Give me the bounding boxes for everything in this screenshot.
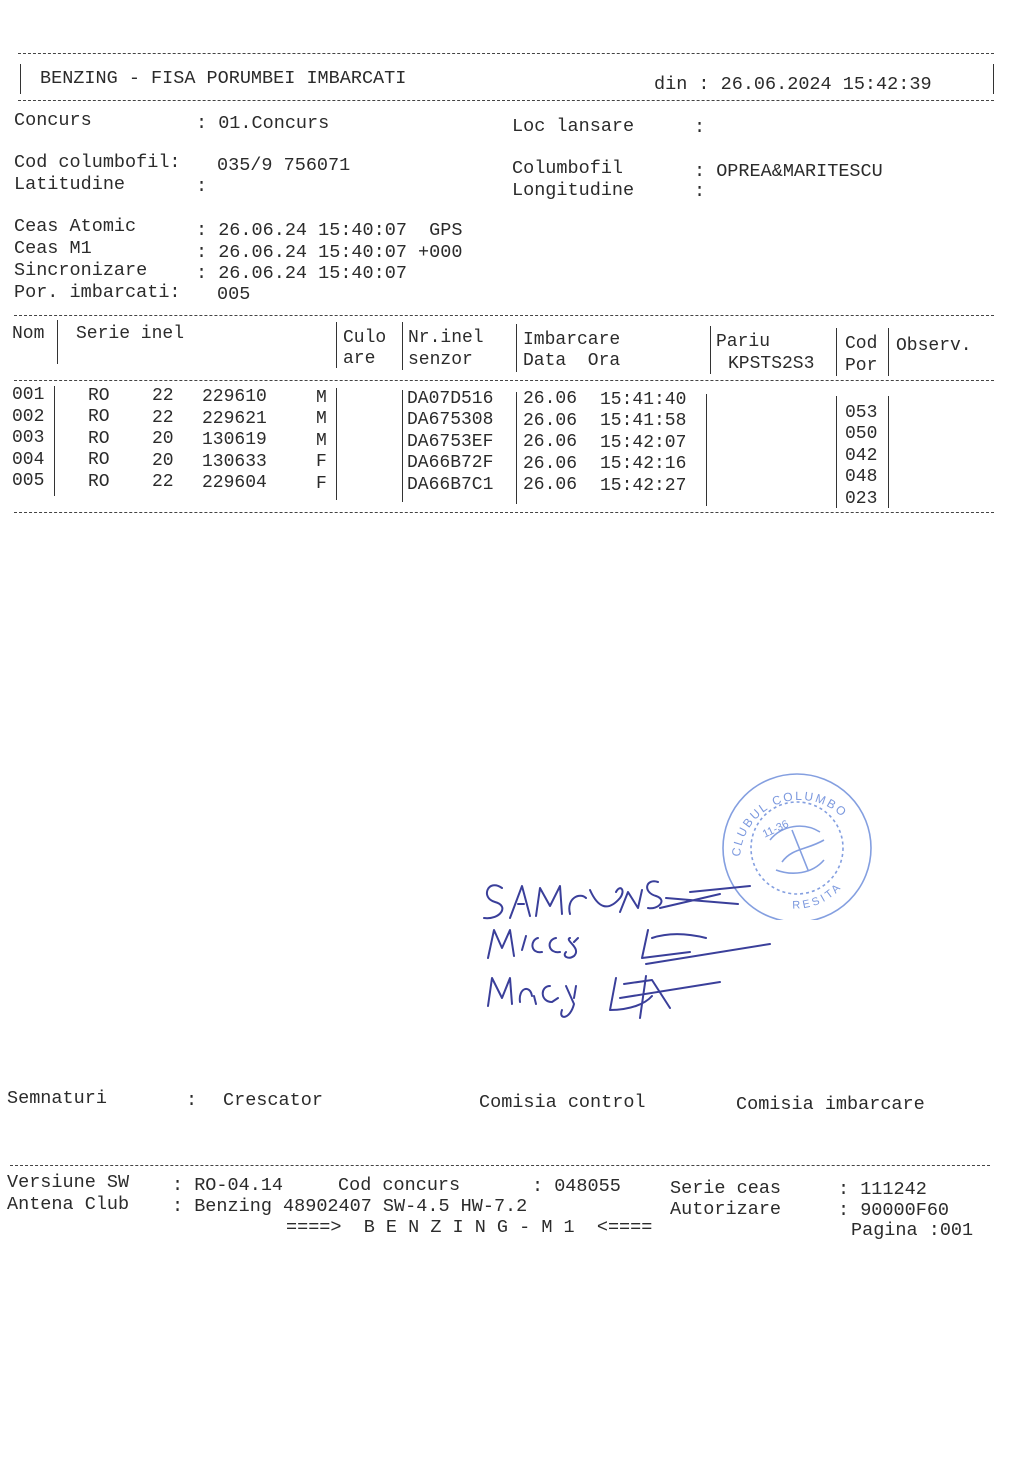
cell-cod-por: 048 [845, 467, 878, 488]
col-sep-1 [57, 320, 58, 364]
serie-ceas-label: Serie ceas [670, 1178, 782, 1199]
cell-nr-inel: 229604 [202, 473, 267, 494]
header-kpsts: KPSTS2S3 [728, 354, 815, 374]
col-sep-1-body [54, 386, 55, 496]
cell-nr-inel: 130633 [202, 451, 267, 472]
header-are: are [343, 349, 376, 369]
semnaturi-label: Semnaturi [7, 1088, 107, 1109]
longitudine-label: Longitudine [512, 180, 635, 201]
cell-senzor: DA07D516 [407, 388, 494, 409]
cell-senzor: DA66B72F [407, 453, 494, 473]
signature-micos [488, 930, 578, 958]
cod-concurs-value: : 048055 [532, 1176, 621, 1197]
cell-nr-inel: 229610 [202, 387, 267, 408]
table-top-rule [14, 315, 994, 316]
cell-cod-por: 050 [845, 424, 878, 445]
ceas-m1-label: Ceas M1 [14, 238, 92, 259]
semnaturi-colon: : [186, 1090, 198, 1111]
autorizare-value: : 90000F60 [838, 1200, 950, 1221]
handwritten-signatures [470, 868, 790, 1038]
cell-tara: RO [88, 385, 110, 406]
col-sep-7 [888, 328, 889, 376]
cell-ora: 15:41:40 [600, 389, 687, 410]
col-sep-3 [402, 322, 403, 370]
header-pariu: Pariu [716, 332, 771, 352]
concurs-label: Concurs [14, 110, 92, 131]
col-sep-2 [336, 322, 337, 368]
cell-nom: 001 [12, 385, 45, 405]
table-bottom-rule [14, 512, 994, 513]
sincronizare-value: : 26.06.24 15:40:07 [196, 263, 407, 284]
versiune-sw-value: : RO-04.14 [172, 1175, 284, 1196]
col-sep-6 [836, 328, 837, 376]
cell-sex: M [316, 409, 327, 430]
cell-senzor: DA66B7C1 [407, 474, 494, 495]
sincronizare-label: Sincronizare [14, 260, 148, 281]
header-por: Por [845, 356, 878, 376]
crescator-label: Crescator [223, 1090, 323, 1111]
cell-senzor: DA675308 [407, 410, 494, 430]
header-top-rule [18, 53, 994, 54]
versiune-sw-label: Versiune SW [7, 1172, 130, 1193]
longitudine-value: : [694, 181, 706, 202]
cell-data: 26.06 [523, 453, 578, 474]
cell-nom: 004 [12, 449, 45, 470]
comisia-imbarcare-label: Comisia imbarcare [736, 1094, 925, 1115]
por-imbarcati-label: Por. imbarcati: [14, 282, 181, 303]
header-left-bar [20, 64, 21, 94]
cell-cod-por: 053 [845, 402, 878, 423]
cell-nr-inel: 229621 [202, 408, 267, 429]
cell-tara: RO [88, 450, 110, 471]
header-right-bar [993, 64, 994, 94]
page-number: Pagina :001 [851, 1220, 974, 1241]
cell-tara: RO [88, 407, 110, 428]
por-imbarcati-value: 005 [217, 284, 251, 305]
cell-nr-inel: 130619 [202, 430, 267, 451]
cell-tara: RO [88, 428, 110, 449]
ceas-atomic-value: : 26.06.24 15:40:07 GPS [196, 220, 463, 241]
cell-ora: 15:42:27 [600, 475, 687, 496]
cell-sex: F [316, 452, 327, 473]
header-culo: Culo [343, 328, 387, 348]
svg-text:CLUBUL COLUMBO [729, 789, 850, 857]
cell-an: 22 [152, 407, 174, 428]
ceas-atomic-label: Ceas Atomic [14, 216, 137, 237]
col-sep-4 [516, 324, 517, 372]
header-senzor: senzor [408, 350, 473, 370]
serie-ceas-value: : 111242 [838, 1179, 927, 1200]
cell-nom: 005 [12, 471, 45, 491]
footer-rule [10, 1165, 990, 1166]
cell-an: 22 [152, 386, 174, 407]
concurs-value: : 01.Concurs [196, 113, 330, 134]
header-data-ora: Data Ora [523, 351, 621, 371]
antena-club-value: : Benzing 48902407 SW-4.5 HW-7.2 [172, 1196, 528, 1217]
cell-cod-por: 023 [845, 488, 878, 509]
cell-ora: 15:42:07 [600, 432, 687, 453]
antena-club-label: Antena Club [7, 1194, 130, 1215]
cell-nom: 003 [12, 428, 45, 448]
signature-mark-2 [642, 930, 770, 964]
col-sep-3-body [402, 390, 403, 502]
stamp-text-bottom: RESITA [792, 880, 846, 912]
header-imbarcare: Imbarcare [523, 330, 621, 350]
cell-data: 26.06 [523, 389, 578, 410]
cell-data: 26.06 [523, 410, 578, 431]
col-sep-2-body [336, 388, 337, 500]
comisia-control-label: Comisia control [479, 1092, 646, 1113]
header-observ: Observ. [896, 336, 972, 356]
benzing-model-line: ====> B E N Z I N G - M 1 <==== [286, 1217, 653, 1238]
document-date: din : 26.06.2024 15:42:39 [654, 74, 932, 95]
loc-lansare-value: : [694, 117, 706, 138]
cell-sex: F [316, 473, 327, 494]
signature-nagy [488, 978, 576, 1017]
loc-lansare-label: Loc lansare [512, 116, 635, 137]
header-serie-inel: Serie inel [76, 324, 185, 344]
cell-data: 26.06 [523, 475, 578, 496]
col-sep-4-body [516, 392, 517, 504]
latitudine-label: Latitudine [14, 174, 126, 195]
columbofil-label: Columbofil [512, 158, 624, 179]
cod-columbofil-value: 035/9 756071 [217, 155, 351, 176]
cod-columbofil-label: Cod columbofil: [14, 152, 181, 173]
header-cod: Cod [845, 334, 878, 354]
cod-concurs-label: Cod concurs [338, 1175, 461, 1196]
stamp-text-top: CLUBUL COLUMBO [728, 788, 851, 858]
cell-ora: 15:41:58 [600, 411, 687, 432]
col-sep-5 [710, 326, 711, 374]
header-nom: Nom [12, 324, 45, 344]
latitudine-value: : [196, 176, 208, 197]
cell-an: 22 [152, 472, 174, 493]
stamp-number: 11-36 [760, 818, 791, 841]
cell-an: 20 [152, 450, 174, 471]
signature-mark-1 [647, 881, 750, 908]
cell-senzor: DA6753EF [407, 431, 494, 452]
autorizare-label: Autorizare [670, 1199, 782, 1220]
signature-mark-3 [610, 976, 720, 1018]
cell-data: 26.06 [523, 432, 578, 453]
col-sep-7-body [888, 396, 889, 508]
cell-sex: M [316, 430, 327, 451]
header-bottom-rule [18, 100, 994, 101]
cell-tara: RO [88, 471, 110, 492]
cell-sex: M [316, 387, 327, 408]
cell-ora: 15:42:16 [600, 454, 687, 475]
col-sep-5-body [706, 394, 707, 506]
cell-nom: 002 [12, 406, 45, 427]
document-title: BENZING - FISA PORUMBEI IMBARCATI [40, 68, 407, 89]
header-nr-inel: Nr.inel [408, 328, 484, 348]
ceas-m1-value: : 26.06.24 15:40:07 +000 [196, 242, 463, 263]
columbofil-value: : OPREA&MARITESCU [694, 161, 883, 182]
cell-an: 20 [152, 429, 174, 450]
signature-samson [484, 885, 642, 918]
col-sep-6-body [836, 396, 837, 508]
table-header-rule [14, 380, 994, 381]
cell-cod-por: 042 [845, 445, 878, 466]
svg-text:RESITA [792, 880, 845, 912]
